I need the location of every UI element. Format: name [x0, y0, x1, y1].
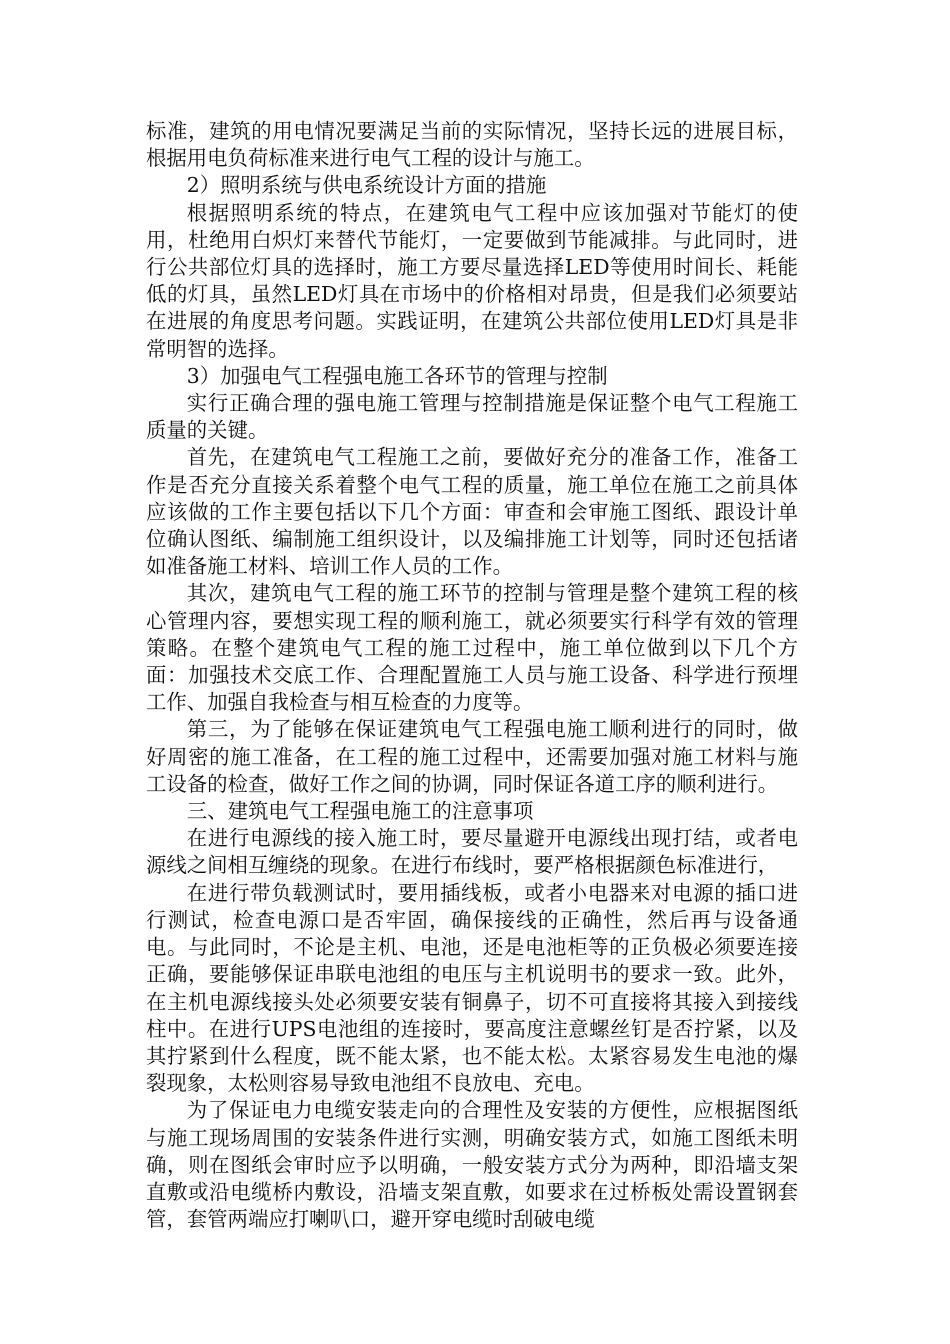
paragraph-load-testing: 在进行带负载测试时，要用插线板，或者小电器来对电源的插口进行测试，检查电源口是否牢固，确保接线的正确性，然后再与设备通电。与此同时，不论是主机、电池，还是电池柜等的正负极必须要连接正确，要能够保证串联电池组的电压与主机说明书的要求一致。此外，在主机电源线接头处必须要安装有铜鼻子，切不可直接将其接入到接线柱中。在进行UPS电池组的连接时，要高度注意螺丝钉是否拧紧，以及其拧紧到什么程度，既不能太紧，也不能太松。太紧容易发生电池的爆裂现象，太松则容易导致电池组不良放电、充电。: [146, 880, 798, 1096]
paragraph-management-key: 实行正确合理的强电施工管理与控制措施是保证整个电气工程施工质量的关键。: [146, 391, 798, 443]
paragraph-first-preparation: 首先，在建筑电气工程施工之前，要做好充分的准备工作，准备工作是否充分直接关系着整个电气工程的质量，施工单位在施工之前具体应该做的工作主要包括以下几个方面：审查和会审施工图纸、跟设计单位确认图纸、编制施工组织设计，以及编排施工计划等，同时还包括诸如准备施工材料、培训工作人员的工作。: [146, 445, 798, 579]
paragraph-lighting-led: 根据照明系统的特点，在建筑电气工程中应该加强对节能灯的使用，杜绝用白炽灯来替代节能灯，一定要做到节能减排。与此同时，进行公共部位灯具的选择时，施工方要尽量选择LED等使用时间长、耗能低的灯具，虽然LED灯具在市场中的价格相对昂贵，但是我们必须要站在进展的角度思考问题。实践证明，在建筑公共部位使用LED灯具是非常明智的选择。: [146, 200, 798, 361]
paragraph-power-wiring: 在进行电源线的接入施工时，要尽量避开电源线出现打结，或者电源线之间相互缠绕的现象。在进行布线时，要严格根据颜色标准进行，: [146, 826, 798, 878]
section-heading-precautions: 三、建筑电气工程强电施工的注意事项: [186, 799, 534, 824]
paragraph-cable-installation: 为了保证电力电缆安装走向的合理性及安装的方便性，应根据图纸与施工现场周围的安装条件进行实测，明确安装方式，如施工图纸未明确，则在图纸会审时应予以明确，一般安装方式分为两种，即沿墙支架直敷或沿电缆桥内敷设，沿墙支架直敷，如要求在过桥板处需设置钢套管，套管两端应打喇叭口，避开穿电缆时刮破电缆: [146, 1098, 798, 1232]
section-heading-management-control: 3）加强电气工程强电施工各环节的管理与控制: [186, 363, 608, 388]
paragraph-second-control: 其次，建筑电气工程的施工环节的控制与管理是整个建筑工程的核心管理内容，要想实现工程的顺利施工，就必须要实行科学有效的管理策略。在整个建筑电气工程的施工过程中，施工单位做到以下几个方面：加强技术交底工作、合理配置施工人员与施工设备、科学进行预埋工作、加强自我检查与相互检查的力度等。: [146, 581, 798, 715]
section-heading-lighting-power: 2）照明系统与供电系统设计方面的措施: [186, 173, 547, 198]
document-page: [146, 118, 798, 1233]
paragraph-third-inspection: 第三，为了能够在保证建筑电气工程强电施工顺利进行的同时，做好周密的施工准备，在工程的施工过程中，还需要加强对施工材料与施工设备的检查，做好工作之间的协调，同时保证各道工序的顺利进行。: [146, 717, 798, 796]
paragraph-continued-intro: 标准，建筑的用电情况要满足当前的实际情况，坚持长远的进展目标，根据用电负荷标准来进行电气工程的设计与施工。: [146, 119, 798, 171]
